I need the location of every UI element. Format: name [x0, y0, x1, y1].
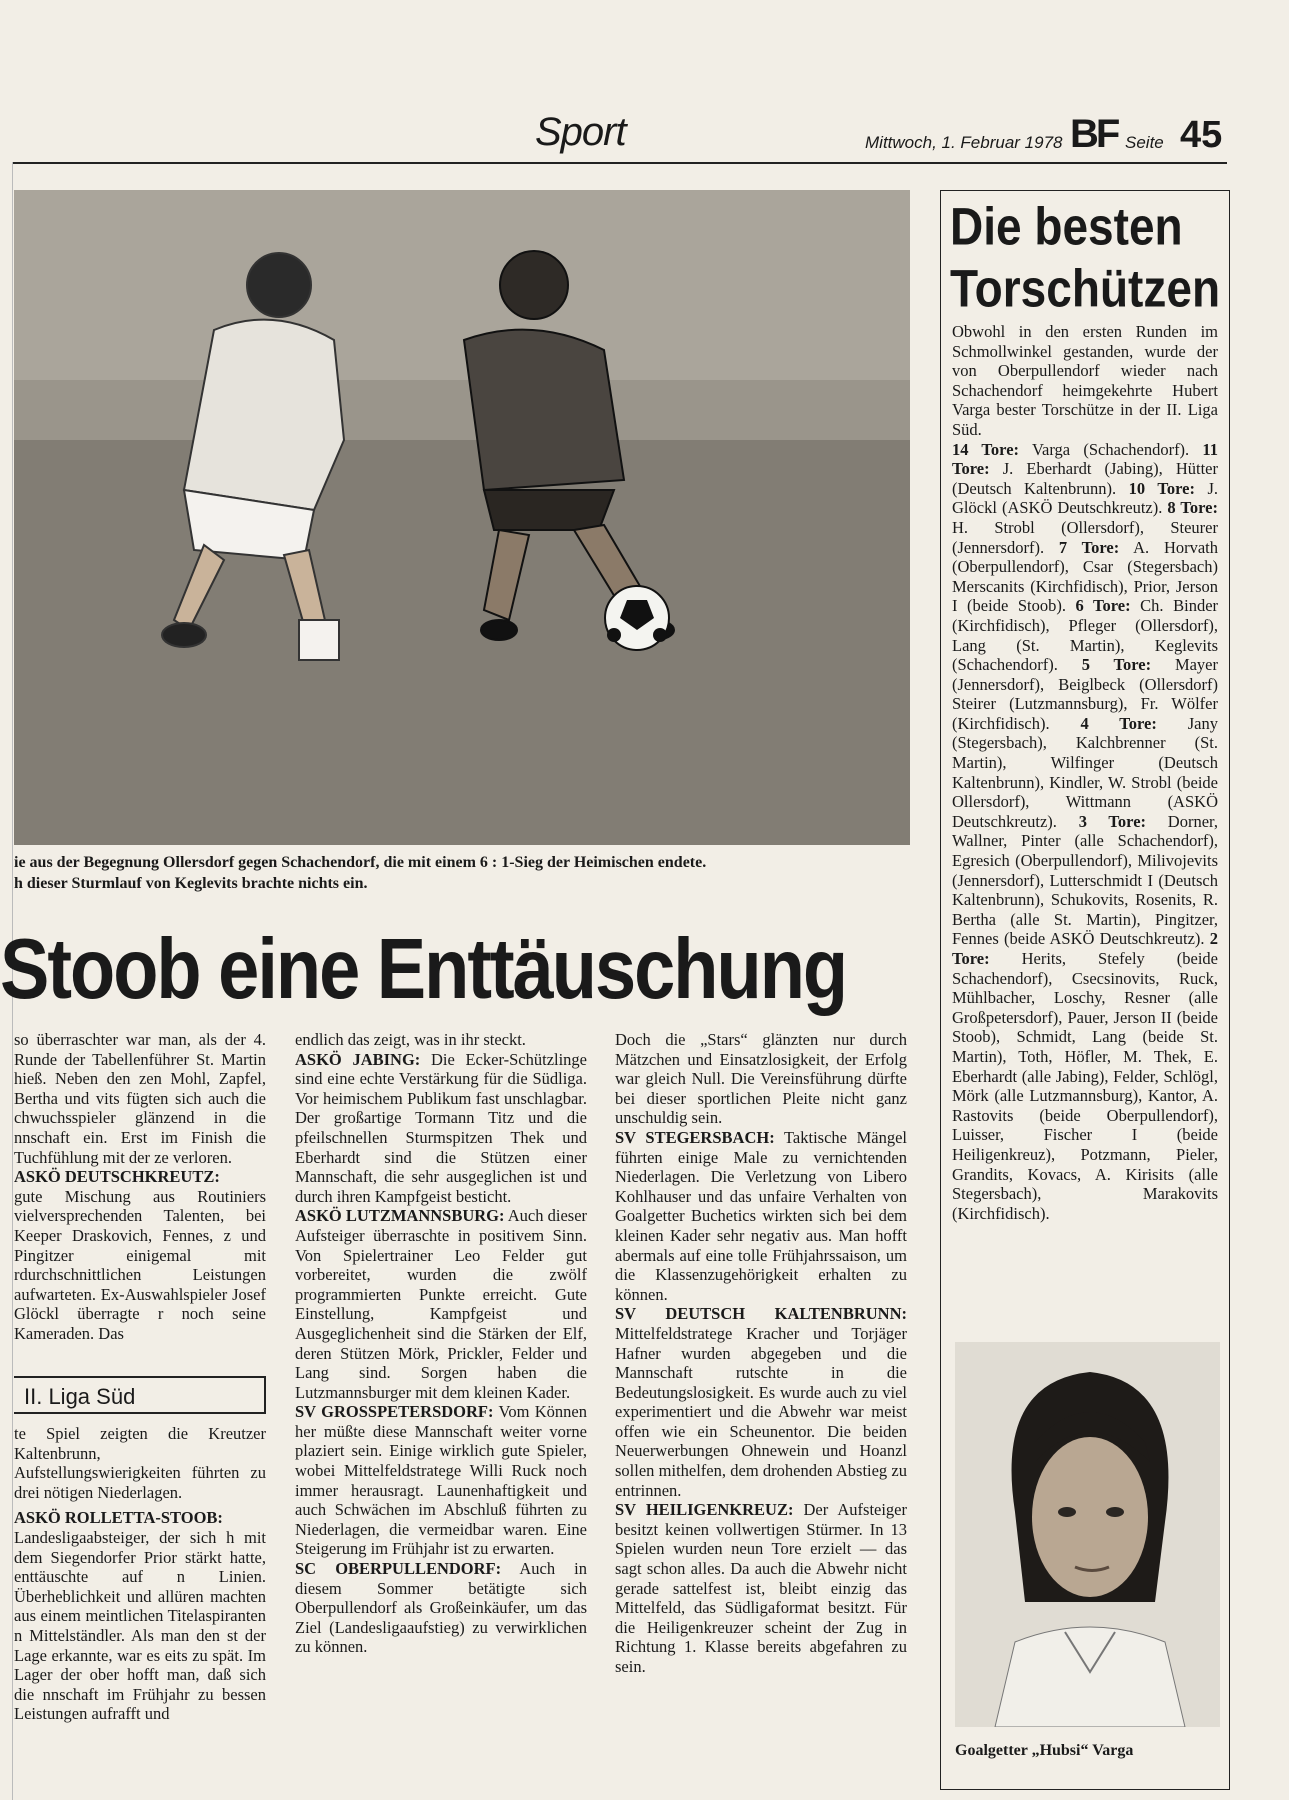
article-column-1-continued [14, 1424, 266, 1724]
goals-players: A. Horvath (Oberpullendorf), Csar (Stegersbach) Merscanits (Kirchfidisch), Prior, Jerson I (beide Stoob). [952, 537, 1219, 616]
goals-label: 3 Tore: [1078, 811, 1147, 831]
article-headline: Stoob eine Enttäuschung [0, 921, 847, 1017]
club-heading: SV GROSSPETERSDORF: [295, 1402, 494, 1422]
photo-caption [14, 852, 934, 894]
page-number: 45 [1180, 114, 1223, 156]
portrait-caption: Goalgetter „Hubsi“ Varga [955, 1742, 1134, 1759]
club-heading: SV STEGERSBACH: [615, 1127, 775, 1147]
club-paragraph: Taktische Mängel führten einige Male zu vernichtenden Niederlagen. Die Verletzung von Libero Kohlhauser und das unfaire Verhalten von Goalgetter Buchetics wirkten sich bei dem kleinen Kader sehr negativ aus. Man hofft abermals auf eine tolle Frühjahrssaison, um die Klassenzugehörigkeit erhalten zu können. [615, 1127, 907, 1304]
scorers-list [952, 440, 1218, 1224]
goals-players: Herits, Stefely (beide Schachendorf), Csecsinovits, Ruck, Mühlbacher, Loschy, Resner (alle Großpetersdorf), Pauer, Jerson II (beide Stoob), Schmidt, Lang (beide St. Martin), Toth, Höfler, M. Thek, E. Eberhardt (alle Jabing), Felder, Schlögl, Mörk (alle Lutzmannsburg), Kantor, A. Rastovits (beide Oberpullendorf), Luisser, Fischer I (beide Heiligenkreuz), Potzmann, Pieler, Grandits, Kovacs, A. Kirisits (alle Stegersbach), Marakovits (Kirchfidisch). [952, 949, 1218, 1223]
issue-date: Mittwoch, 1. Februar 1978 [865, 133, 1063, 152]
goals-players: Mayer (Jennersdorf), Beiglbeck (Ollersdorf) Steirer (Lutzmannsburg), Fr. Wölfer (Kirchfidisch). [952, 655, 1219, 733]
goals-label: 5 Tore: [1081, 655, 1152, 675]
football-icon [605, 586, 669, 650]
goals-players: Ch. Binder (Kirchfidisch), Pfleger (Ollersdorf), Lang (St. Martin), Keglevits (Schachendorf). [952, 596, 1219, 675]
club-heading: SV HEILIGENKREUZ: [615, 1500, 794, 1520]
article-column-2 [295, 1030, 587, 1657]
match-photo [14, 190, 910, 845]
club-paragraph: Vom Können her müßte diese Mannschaft weiter vorne plaziert sein. Einige wirklich gute Spieler, wobei Mittelfeldstratege Willi Ruck noch immer herausragt. Launenhaftigkeit und auch Schwächen im Abschluß führten zu Niederlagen, die vermeidbar waren. Eine Steigerung im Frühjahr ist zu erwarten. [295, 1402, 587, 1559]
goals-label: 11 Tore: [952, 439, 1219, 479]
scorers-title: Die besten Torschützen [950, 196, 1221, 319]
club-heading: ASKÖ JABING: [295, 1049, 421, 1069]
club-paragraph: Auch dieser Aufsteiger überraschte in positivem Sinn. Von Spielertrainer Leo Felder gut vorbereitet, wurden die zwölf programmierten Punkte erreicht. Gute Einstellung, Kampfgeist und Ausgeglichenheit sind die Stärken der Elf, deren Stützen Mörk, Prickler, Felder und Lang sind. Sorgen haben die Lutzmannsburger mit dem kleinen Kader. [295, 1206, 588, 1402]
club-heading: ASKÖ DEUTSCHKREUTZ: [14, 1167, 220, 1187]
goals-label: 14 Tore: [952, 439, 1020, 459]
goals-label: 2 Tore: [952, 929, 1218, 968]
goals-players: Jany (Stegersbach), Kalchbrenner (St. Martin), Wilfinger (Deutsch Kaltenbrunn), Kindler, W. Strobl (beide Ollersdorf), Wittmann (ASKÖ Deutschkreutz). [952, 713, 1218, 831]
goals-label: 10 Tore: [1128, 478, 1195, 498]
goals-players: H. Strobl (Ollersdorf), Steurer (Jennersdorf). [952, 517, 1218, 557]
club-paragraph: gute Mischung aus Routiniers vielversprechenden Talenten, bei Keeper Draskovich, Fennes, z und Pingitzer einigemal mit rdurchschnittlichen Leistungen aufwarteten. Ex-Auswahlspieler Josef Glöckl überragte r noch seine Kameraden. Das [14, 1186, 266, 1343]
col2-intro: endlich das zeigt, was in ihr steckt. [295, 1030, 526, 1049]
goals-label: 4 Tore: [1080, 713, 1157, 733]
header-rule [12, 162, 1227, 164]
league-box: II. Liga Süd [14, 1376, 266, 1414]
col3-intro: Doch die „Stars“ glänzten nur durch Mätzchen und Einsatzlosigkeit, der Erfolg war gleich Null. Die Vereinsführung dürfte bei dieser sportlichen Pleite nicht ganz unschuldig sein. [615, 1030, 907, 1128]
section-title: Sport [535, 110, 626, 154]
col1-after-box: te Spiel zeigten die Kreutzer Kaltenbrunn, Aufstellungswierigkeiten führten zu drei nötigen Niederlagen. [14, 1424, 266, 1502]
goals-players: Varga (Schachendorf). [1031, 439, 1190, 459]
goals-label: 8 Tore: [1167, 498, 1218, 518]
goals-players: J. Eberhardt (Jabing), Hütter (Deutsch Kaltenbrunn). [952, 459, 1218, 498]
scorers-text [952, 322, 1218, 1223]
scorers-lead: Obwohl in den ersten Runden im Schmollwinkel gestanden, wurde der von Oberpullendorf wieder nach Schachendorf heimgekehrte Hubert Varga bester Torschütze in der II. Liga Süd. [952, 322, 1218, 439]
club-heading: ASKÖ ROLLETTA-STOOB: [14, 1508, 223, 1528]
club-paragraph: Landesligaabsteiger, der sich h mit dem Siegendorfer Prior stärkt hatte, enttäuschte auf n Linien. Überheblichkeit und allüren machten aus einem meintlichen Titelaspiranten n Mittelständler. Als man den st der Lage erkannte, war es eits zu spät. Im Lager der ober hofft man, daß sich die nnschaft im Frühjahr zu bessen Leistungen aufrafft und [14, 1527, 266, 1724]
col1-intro: so überraschter war man, als der 4. Runde der Tabellenführer St. Martin hieß. Neben den zen Mohl, Zapfel, Bertha und vits fügten sich auch die chwuchsspieler glänzend in die nnschaft ein. Erst im Finish die Tuchfühlung mit der ze verloren. [14, 1030, 266, 1167]
club-heading: SV DEUTSCH KALTENBRUNN: [615, 1304, 907, 1324]
varga-portrait [955, 1342, 1220, 1727]
page-label: Seite [1125, 133, 1164, 152]
caption-line-2: h dieser Sturmlauf von Keglevits brachte nichts ein. [14, 875, 368, 892]
goals-label: 7 Tore: [1058, 537, 1120, 557]
caption-line-1: ie aus der Begegnung Ollersdorf gegen Schachendorf, die mit einem 6 : 1-Sieg der Heimischen endete. [14, 854, 707, 871]
club-paragraph: Mittelfeldstratege Kracher und Torjäger Hafner wurden abgegeben und die Mannschaft rutschte in die Bedeutungslosigkeit. Es wurde auch zu viel experimentiert und die Abwehr war meist offen wie ein Scheunentor. Die beiden Neuerwerbungen Ohnewein und Hoanzl sollen mithelfen, dem drohenden Abstieg zu entrinnen. [615, 1323, 907, 1500]
article-column-1 [14, 1030, 266, 1344]
club-paragraph: Der Aufsteiger besitzt keinen vollwertigen Stürmer. In 13 Spielen wurden neun Tore erzielt — das sagt schon alles. Da auch die Abwehr nicht gerade sattelfest ist, bleibt einzig das Mittelfeld, das Südligaformat besitzt. Für die Heiligenkreuzer scheint der Zug in Richtung 1. Klasse bereits abgefahren zu sein. [615, 1500, 908, 1676]
newspaper-logo: BF [1070, 112, 1118, 156]
goals-players: J. Glöckl (ASKÖ Deutschkreutz). [952, 478, 1218, 518]
goals-players: Dorner, Wallner, Pinter (alle Schachendorf), Egresich (Oberpullendorf), Milivojevits (Jennersdorf), Lutterschmidt I (Deutsch Kaltenbrunn), Schukovits, Rosenits, R. Bertha (alle St. Martin), Pingitzer, Fennes (beide ASKÖ Deutschkreutz). [952, 811, 1218, 949]
club-heading: SC OBERPULLENDORF: [295, 1559, 502, 1579]
article-column-3 [615, 1030, 907, 1677]
goals-label: 6 Tore: [1075, 596, 1131, 616]
club-heading: ASKÖ LUTZMANNSBURG: [295, 1206, 505, 1226]
club-paragraph: Die Ecker-Schützlinge sind eine echte Verstärkung für die Südliga. Vor heimischem Publikum fast unschlagbar. Der großartige Tormann Titz und die pfeilschnellen Sturmspitzen Thek und Eberhardt sind die Stützen einer Mannschaft, die sehr ausgeglichen ist und durch ihren Kampfgeist besticht. [295, 1049, 588, 1206]
club-paragraph: Auch in diesem Sommer betätigte sich Oberpullendorf als Großeinkäufer, um das Ziel (Landesligaaufstieg) zu verwirklichen zu können. [295, 1559, 588, 1657]
